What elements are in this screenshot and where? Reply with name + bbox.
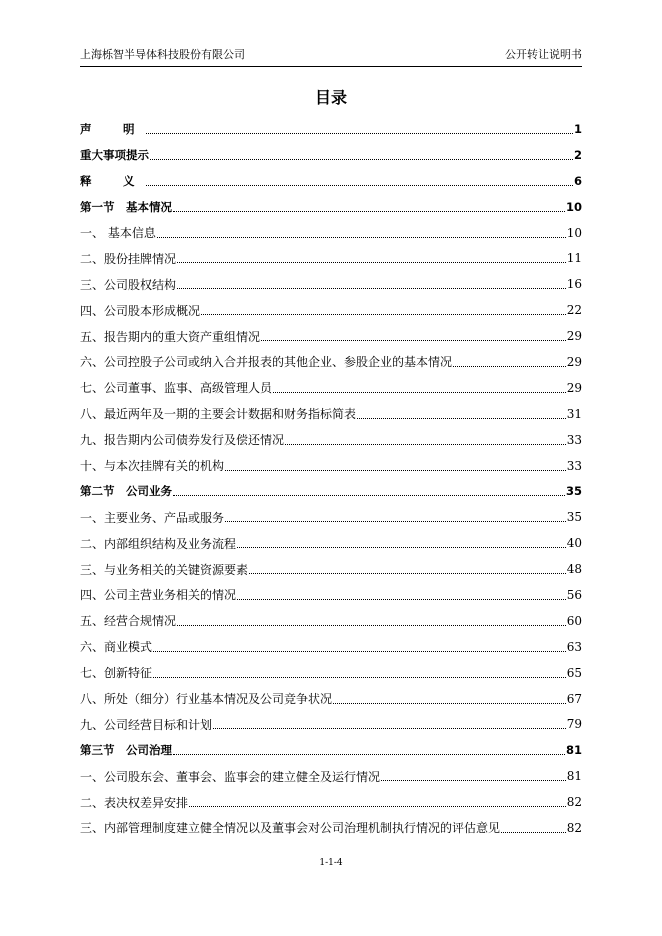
toc-entry-title: 一、 基本信息 bbox=[80, 226, 156, 240]
toc-entry-title: 重大事项提示 bbox=[80, 147, 149, 162]
toc-entry-page: 22 bbox=[566, 303, 582, 318]
toc-entry-title: 四、公司主营业务相关的情况 bbox=[80, 588, 237, 603]
toc-leader-dots bbox=[261, 339, 566, 341]
toc-entry-page: 16 bbox=[566, 277, 582, 292]
toc-section-entry[interactable] bbox=[80, 194, 582, 220]
toc-entry-title: 声 明 bbox=[80, 121, 145, 136]
toc-leader-dots bbox=[381, 779, 566, 781]
toc-entry-page: 48 bbox=[566, 562, 582, 577]
toc-leader-dots bbox=[150, 158, 573, 160]
toc-entry-title: 六、公司控股子公司或纳入合并报表的其他企业、参股企业的基本情况 bbox=[80, 355, 453, 370]
toc-leader-dots bbox=[453, 365, 566, 367]
toc-section-entry[interactable] bbox=[80, 478, 582, 504]
toc-leader-dots bbox=[225, 469, 566, 471]
toc-entry[interactable] bbox=[80, 763, 582, 789]
toc-entry-title: 三、公司股权结构 bbox=[80, 277, 177, 292]
toc-entry[interactable] bbox=[80, 530, 582, 556]
toc-entry-title: 一、公司股东会、董事会、监事会的建立健全及运行情况 bbox=[80, 769, 381, 784]
toc-entry-title: 五、报告期内的重大资产重组情况 bbox=[80, 329, 261, 344]
toc-leader-dots bbox=[146, 184, 573, 186]
toc-section-entry[interactable] bbox=[80, 737, 582, 763]
toc-entry-title: 五、经营合规情况 bbox=[80, 614, 177, 629]
toc-entry-page: 82 bbox=[566, 820, 582, 835]
toc-entry-page: 82 bbox=[566, 795, 582, 810]
toc-leader-dots bbox=[357, 417, 566, 419]
toc-leader-dots bbox=[213, 727, 566, 729]
toc-leader-dots bbox=[501, 831, 566, 833]
toc-section-entry[interactable] bbox=[80, 116, 582, 142]
toc-entry[interactable] bbox=[80, 789, 582, 815]
toc-entry[interactable] bbox=[80, 323, 582, 349]
toc-entry[interactable] bbox=[80, 220, 582, 246]
toc-leader-dots bbox=[153, 676, 566, 678]
page-header bbox=[80, 46, 582, 67]
toc-entry-page: 67 bbox=[566, 691, 582, 706]
toc-entry[interactable] bbox=[80, 297, 582, 323]
toc-leader-dots bbox=[177, 261, 566, 263]
toc-entry-page: 79 bbox=[566, 717, 582, 732]
toc-entry[interactable] bbox=[80, 815, 582, 841]
toc-entry[interactable] bbox=[80, 271, 582, 297]
toc-leader-dots bbox=[273, 391, 566, 393]
toc-entry-page: 11 bbox=[566, 251, 582, 266]
toc-entry-page: 29 bbox=[566, 329, 582, 344]
toc-entry-title: 八、最近两年及一期的主要会计数据和财务指标简表 bbox=[80, 407, 357, 422]
toc-entry-title: 释 义 bbox=[80, 173, 145, 188]
toc-entry-page: 35 bbox=[566, 510, 582, 525]
toc-entry[interactable] bbox=[80, 349, 582, 375]
table-of-contents bbox=[80, 116, 582, 841]
toc-leader-dots bbox=[157, 236, 566, 238]
toc-entry-page: 65 bbox=[566, 665, 582, 680]
toc-leader-dots bbox=[189, 805, 566, 807]
toc-entry[interactable] bbox=[80, 375, 582, 401]
toc-leader-dots bbox=[249, 572, 566, 574]
toc-entry[interactable] bbox=[80, 711, 582, 737]
toc-entry-page: 60 bbox=[566, 613, 582, 628]
toc-entry-page: 1 bbox=[573, 121, 582, 136]
page-number: 1-1-4 bbox=[319, 858, 343, 868]
toc-entry-page: 56 bbox=[566, 587, 582, 602]
toc-entry[interactable] bbox=[80, 660, 582, 686]
toc-section-entry[interactable] bbox=[80, 142, 582, 168]
toc-entry-title: 二、股份挂牌情况 bbox=[80, 251, 177, 266]
toc-entry-page: 6 bbox=[573, 173, 582, 188]
toc-leader-dots bbox=[177, 287, 566, 289]
toc-entry-title: 八、所处（细分）行业基本情况及公司竞争状况 bbox=[80, 692, 333, 707]
toc-entry-page: 31 bbox=[566, 406, 582, 421]
toc-entry-title: 七、公司董事、监事、高级管理人员 bbox=[80, 381, 273, 396]
toc-entry[interactable] bbox=[80, 582, 582, 608]
toc-leader-dots bbox=[153, 650, 566, 652]
toc-entry-page: 35 bbox=[565, 484, 582, 499]
toc-entry-page: 29 bbox=[566, 380, 582, 395]
toc-leader-dots bbox=[333, 702, 566, 704]
toc-entry[interactable] bbox=[80, 245, 582, 271]
toc-leader-dots bbox=[173, 494, 565, 496]
company-name: 上海栎智半导体科技股份有限公司 bbox=[80, 48, 245, 61]
toc-entry[interactable] bbox=[80, 608, 582, 634]
toc-entry-title: 一、主要业务、产品或服务 bbox=[80, 510, 225, 525]
toc-entry-title: 九、公司经营目标和计划 bbox=[80, 717, 213, 732]
toc-entry-page: 81 bbox=[565, 743, 582, 758]
toc-entry-title: 四、公司股本形成概况 bbox=[80, 303, 201, 318]
toc-leader-dots bbox=[285, 443, 566, 445]
toc-leader-dots bbox=[177, 624, 566, 626]
toc-entry-title: 十、与本次挂牌有关的机构 bbox=[80, 459, 225, 474]
toc-leader-dots bbox=[173, 753, 565, 755]
toc-entry-page: 63 bbox=[566, 639, 582, 654]
toc-leader-dots bbox=[225, 520, 566, 522]
toc-section-entry[interactable] bbox=[80, 168, 582, 194]
toc-entry-page: 40 bbox=[566, 536, 582, 551]
toc-entry-title: 第三节 公司治理 bbox=[80, 743, 172, 758]
toc-leader-dots bbox=[201, 313, 566, 315]
toc-entry-title: 二、内部组织结构及业务流程 bbox=[80, 536, 237, 551]
toc-leader-dots bbox=[173, 210, 565, 212]
toc-entry-page: 33 bbox=[566, 432, 582, 447]
toc-entry-page: 81 bbox=[566, 769, 582, 784]
toc-entry-page: 2 bbox=[573, 147, 582, 162]
toc-leader-dots bbox=[146, 132, 573, 134]
toc-entry[interactable] bbox=[80, 634, 582, 660]
toc-entry[interactable] bbox=[80, 556, 582, 582]
toc-entry-title: 六、商业模式 bbox=[80, 640, 153, 655]
toc-entry-title: 三、内部管理制度建立健全情况以及董事会对公司治理机制执行情况的评估意见 bbox=[80, 821, 501, 836]
toc-entry-title: 三、与业务相关的关键资源要素 bbox=[80, 562, 249, 577]
toc-entry-page: 29 bbox=[566, 354, 582, 369]
toc-entry[interactable] bbox=[80, 686, 582, 712]
toc-leader-dots bbox=[237, 598, 566, 600]
toc-entry-title: 二、表决权差异安排 bbox=[80, 795, 189, 810]
page-title: 目录 bbox=[314, 88, 347, 107]
toc-entry-title: 第一节 基本情况 bbox=[80, 199, 172, 214]
toc-entry-page: 10 bbox=[566, 225, 582, 240]
toc-entry-title: 第二节 公司业务 bbox=[80, 484, 172, 499]
toc-entry[interactable] bbox=[80, 401, 582, 427]
toc-entry-title: 七、创新特征 bbox=[80, 666, 153, 681]
document-type: 公开转让说明书 bbox=[505, 48, 582, 61]
toc-entry-title: 九、报告期内公司债券发行及偿还情况 bbox=[80, 433, 285, 448]
toc-entry[interactable] bbox=[80, 504, 582, 530]
toc-leader-dots bbox=[237, 546, 566, 548]
toc-entry[interactable] bbox=[80, 427, 582, 453]
toc-entry-page: 10 bbox=[565, 199, 582, 214]
toc-entry[interactable] bbox=[80, 453, 582, 479]
toc-entry-page: 33 bbox=[566, 458, 582, 473]
